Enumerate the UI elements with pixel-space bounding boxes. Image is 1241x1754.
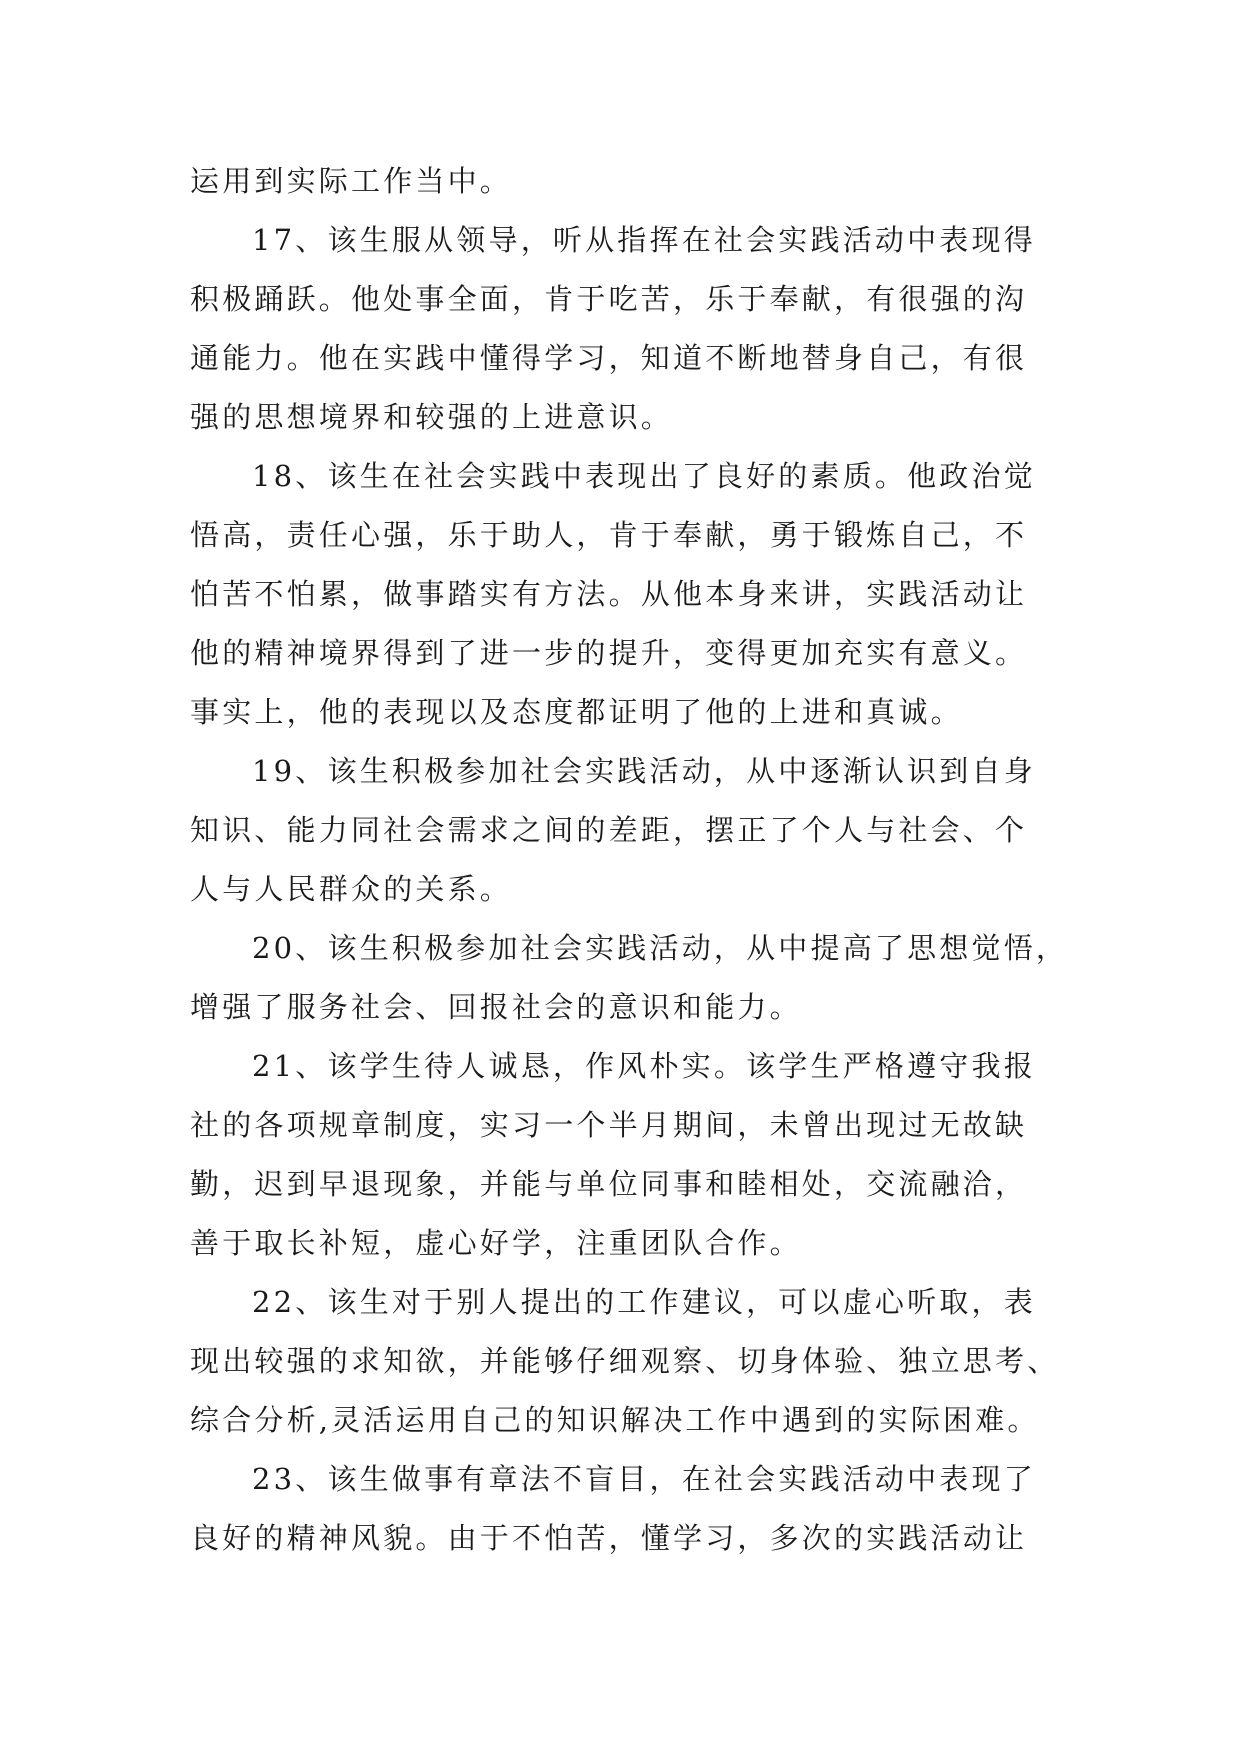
text-line: 现出较强的求知欲，并能够仔细观察、切身体验、独立思考、 bbox=[190, 1344, 1060, 1378]
text-line: 社的各项规章制度，实习一个半月期间，未曾出现过无故缺 bbox=[190, 1108, 1028, 1142]
text-line: 综合分析,灵活运用自己的知识解决工作中遇到的实际困难。 bbox=[190, 1403, 1040, 1437]
text-line: 增强了服务社会、回报社会的意识和能力。 bbox=[190, 990, 802, 1024]
text-line: 22、该生对于别人提出的工作建议，可以虚心听取，表 bbox=[252, 1285, 1036, 1319]
text-line: 善于取长补短，虚心好学，注重团队合作。 bbox=[190, 1226, 802, 1260]
text-line: 通能力。他在实践中懂得学习，知道不断地替身自己，有很 bbox=[190, 341, 1028, 375]
text-line: 强的思想境界和较强的上进意识。 bbox=[190, 400, 674, 434]
text-line: 他的精神境界得到了进一步的提升，变得更加充实有意义。 bbox=[190, 636, 1028, 670]
text-line: 18、该生在社会实践中表现出了良好的素质。他政治觉 bbox=[252, 459, 1036, 493]
text-line: 运用到实际工作当中。 bbox=[190, 164, 513, 198]
text-line: 人与人民群众的关系。 bbox=[190, 872, 513, 906]
text-line: 悟高，责任心强，乐于助人，肯于奉献，勇于锻炼自己，不 bbox=[190, 518, 1028, 552]
text-line: 17、该生服从领导，听从指挥在社会实践活动中表现得 bbox=[252, 223, 1036, 257]
text-line: 事实上，他的表现以及态度都证明了他的上进和真诚。 bbox=[190, 695, 963, 729]
text-line: 20、该生积极参加社会实践活动，从中提高了思想觉悟， bbox=[252, 931, 1069, 965]
text-line: 21、该学生待人诚恳，作风朴实。该学生严格遵守我报 bbox=[252, 1049, 1036, 1083]
text-line: 勤，迟到早退现象，并能与单位同事和睦相处，交流融洽， bbox=[190, 1167, 1028, 1201]
text-line: 23、该生做事有章法不盲目，在社会实践活动中表现了 bbox=[252, 1462, 1036, 1496]
text-line: 积极踊跃。他处事全面，肯于吃苦，乐于奉献，有很强的沟 bbox=[190, 282, 1028, 316]
text-line: 知识、能力同社会需求之间的差距，摆正了个人与社会、个 bbox=[190, 813, 1028, 847]
text-line: 怕苦不怕累，做事踏实有方法。从他本身来讲，实践活动让 bbox=[190, 577, 1028, 611]
text-line: 良好的精神风貌。由于不怕苦，懂学习，多次的实践活动让 bbox=[190, 1521, 1028, 1555]
text-line: 19、该生积极参加社会实践活动，从中逐渐认识到自身 bbox=[252, 754, 1036, 788]
document-body bbox=[190, 152, 1070, 1568]
